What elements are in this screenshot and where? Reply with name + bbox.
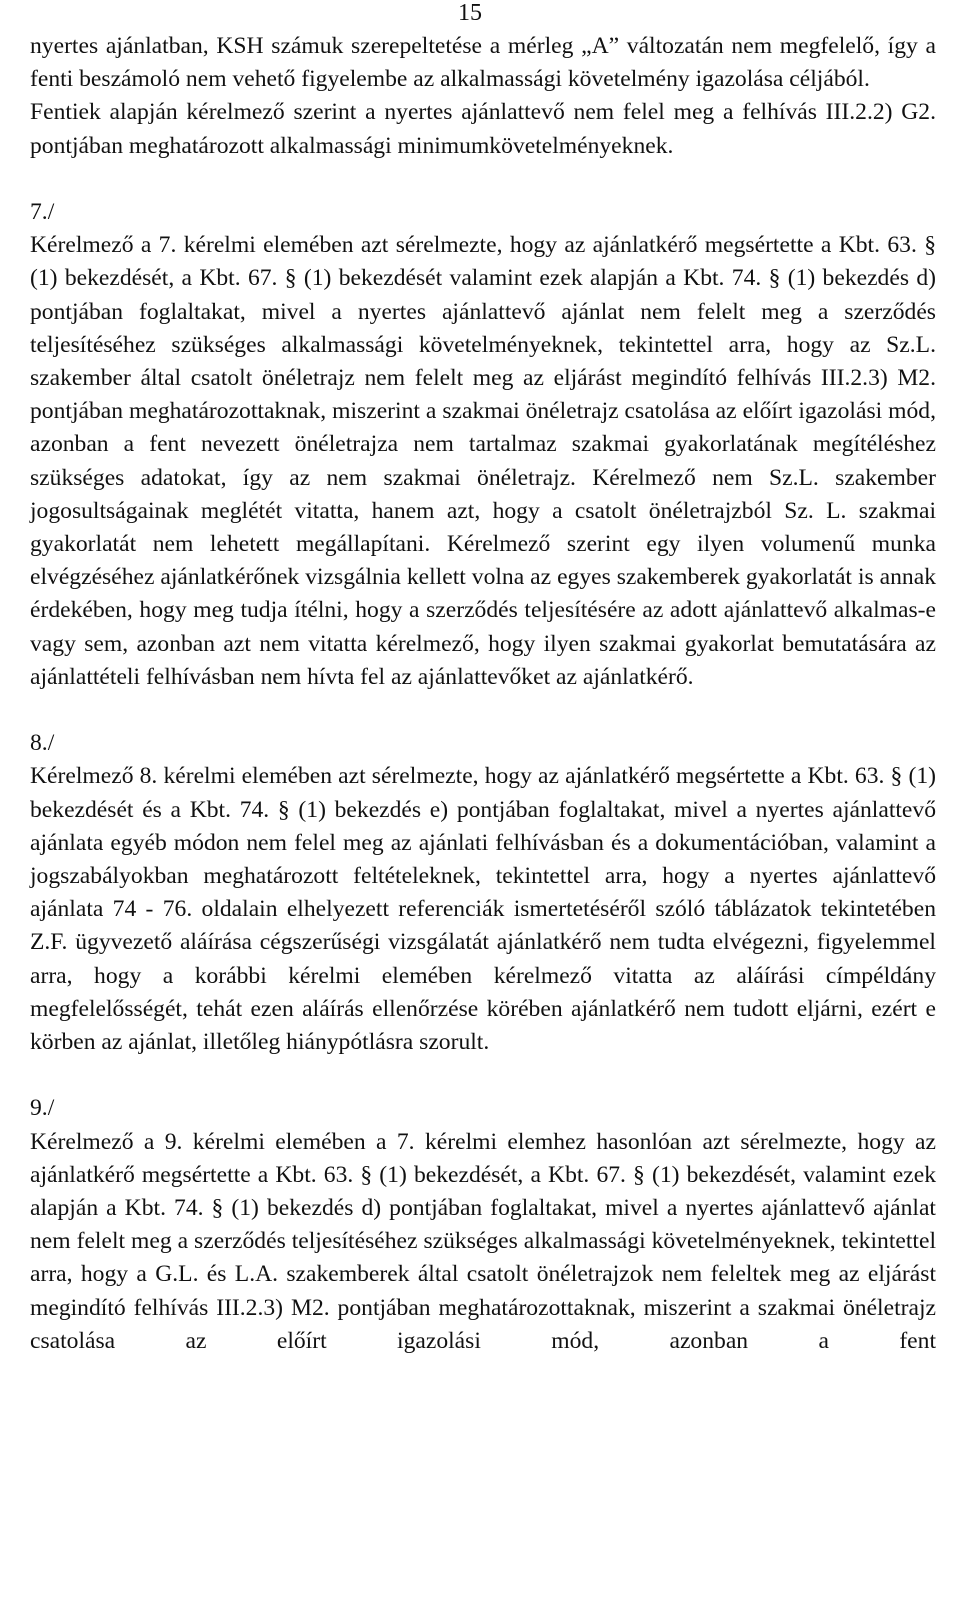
paragraph-section-9: Kérelmező a 9. kérelmi elemében a 7. kérelmi elemhez hasonlóan azt sérelmezte, hogy az ajánlatkérő megsértette a Kbt. 63. § (1) bekezdését, a Kbt. 67. § (1) bekezdését, valamint ezek alapján a Kbt. 74. § (1) bekezdés d) pontjában foglaltakat, mivel a nyertes ajánlattevő ajánlat nem felelt meg a szerződés teljesítéséhez szükséges alkalmassági követelményeknek, tekintettel arra, hogy a G.L. és L.A. szakemberek által csatolt önéletrajzok nem feleltek meg az eljárást megindító felhívás III.2.3) M2. pontjában meghatározottaknak, miszerint a szakmai önéletrajz csatolása az előírt igazolási mód, azonban a fent (30, 1128, 936, 1354)
paragraph-gap (30, 1059, 936, 1092)
paragraph-section-8: Kérelmező 8. kérelmi elemében azt sérelmezte, hogy az ajánlatkérő megsértette a Kbt. 63. § (1) bekezdését és a Kbt. 74. § (1) bekezdés e) pontjában foglaltakat, mivel a nyertes ajánlattevő ajánlata egyéb módon nem felel meg az ajánlati felhívásban és a dokumentációban, valamint a jogszabályokban meghatározott feltételeknek, tekintettel arra, hogy a nyertes ajánlattevő ajánlata 74 - 76. oldalain elhelyezett referenciák ismertetéséről szóló táblázatok tekintetében Z.F. ügyvezető aláírása cégszerűségi vizsgálatát ajánlatkérő nem tudta elvégezni, figyelemmel arra, hogy a korábbi kérelmi elemében kérelmező vitatta az aláírási címpéldány megfelelősségét, tehát ezen aláírás ellenőrzése körében ajánlatkérő nem tudott eljárni, ezért e körben az ajánlat, illetőleg hiánypótlásra szorult. (30, 763, 936, 1056)
paragraph-gap (30, 694, 936, 727)
paragraph-conclusion: Fentiek alapján kérelmező szerint a nyertes ajánlattevő nem felel meg a felhívás III.2.2) G2. pontjában meghatározott alkalmassági minimumkövetelményeknek. (30, 99, 936, 159)
section-heading-7: 7./ (30, 199, 55, 225)
paragraph-gap (30, 163, 936, 196)
document-body (30, 30, 936, 1358)
paragraph-continuation: nyertes ajánlatban, KSH számuk szerepeltetése a mérleg „A” változatán nem megfelelő, így a fenti beszámoló nem vehető figyelembe az alkalmassági követelmény igazolása céljából. (30, 33, 936, 93)
page-number: 15 (458, 0, 482, 26)
paragraph-section-7: Kérelmező a 7. kérelmi elemében azt sérelmezte, hogy az ajánlatkérő megsértette a Kbt. 63. § (1) bekezdését, a Kbt. 67. § (1) bekezdését valamint ezek alapján a Kbt. 74. § (1) bekezdés d) pontjában foglaltakat, mivel a nyertes ajánlattevő ajánlat nem felelt meg a szerződés teljesítéséhez szükséges alkalmassági követelményeknek, tekintettel arra, hogy az Sz.L. szakember által csatolt önéletrajz nem felelt meg az eljárást megindító felhívás III.2.3) M2. pontjában meghatározottaknak, miszerint a szakmai önéletrajz csatolása az előírt igazolási mód, azonban a fent nevezett önéletrajza nem tartalmaz szakmai gyakorlatának megítéléshez szükséges adatokat, így az nem szakmai önéletrajz. Kérelmező nem Sz.L. szakember jogosultságainak meglétét vitatta, hanem azt, hogy a csatolt önéletrajzból Sz. L. szakmai gyakorlatát nem lehetett megállapítani. Kérelmező szerint egy ilyen volumenű munka elvégzéséhez ajánlatkérőnek vizsgálnia kellett volna az egyes szakemberek gyakorlatát is annak érdekében, hogy meg tudja ítélni, hogy a szerződés teljesítésére az adott ajánlattevő alkalmas-e vagy sem, azonban azt nem vitatta kérelmező, hogy ilyen szakmai gyakorlat bemutatására az ajánlattételi felhívásban nem hívta fel az ajánlattevőket az ajánlatkérő. (30, 232, 936, 690)
section-heading-8: 8./ (30, 730, 55, 757)
section-heading-9: 9./ (30, 1095, 55, 1122)
